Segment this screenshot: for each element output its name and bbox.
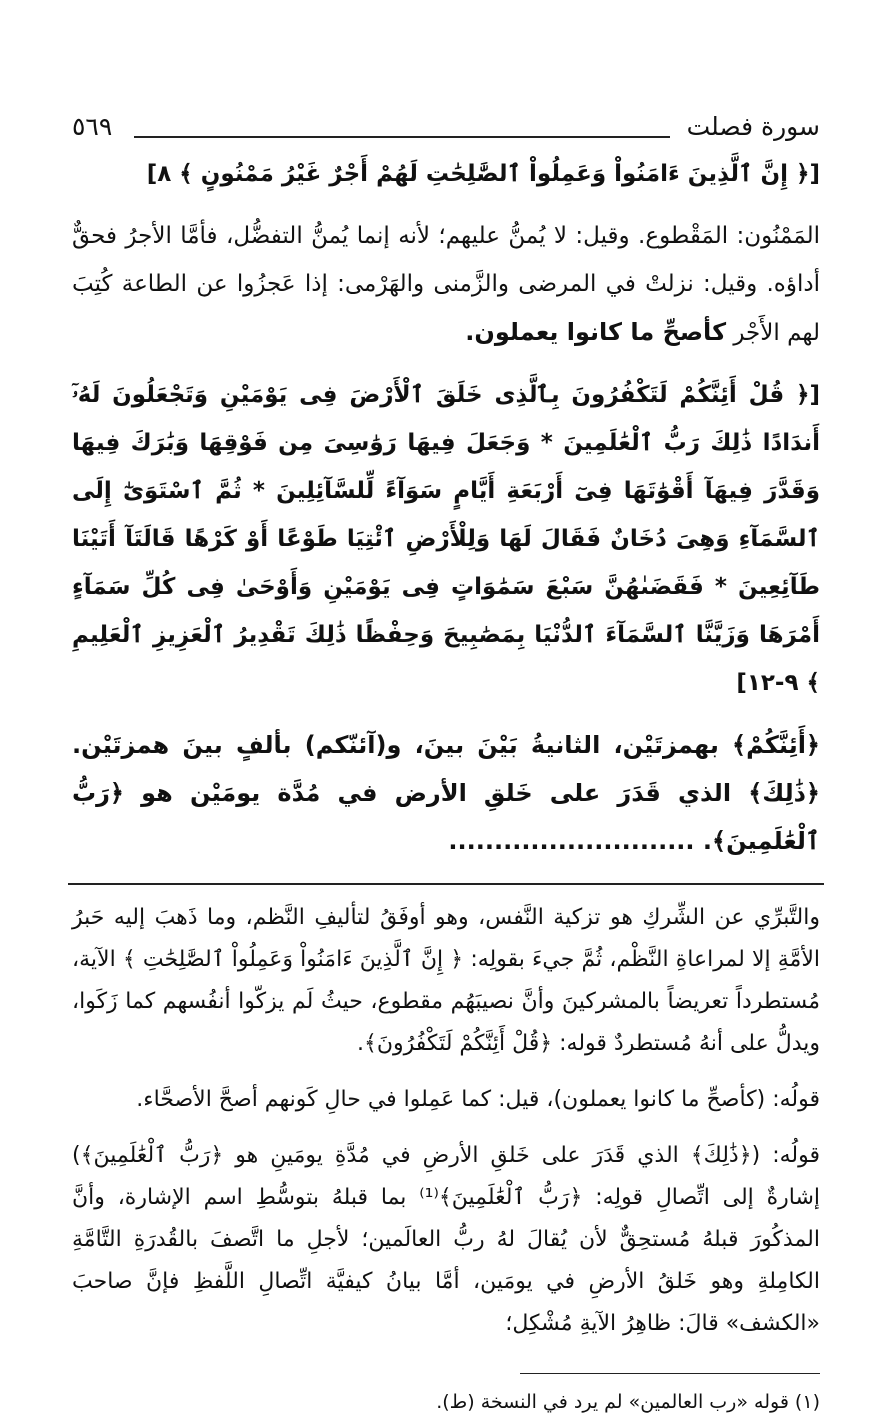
main-text (72, 150, 820, 865)
commentary (72, 897, 820, 1345)
tafsir-2b: ﴿ذَٰلِكَ﴾ الذي قَدَرَ على خَلقِ الأرض في مُدَّة يومَيْن هو ﴿رَبُّ ٱلْعَٰلَمِينَ﴾. (72, 779, 820, 855)
page-number: ٥٦٩ (72, 112, 113, 141)
commentary-paragraph-3: قولُه: (﴿ذَٰلِكَ﴾ الذي قَدَرَ على خَلقِ الأرضِ في مُدَّةِ يومَينِ هو ﴿رَبُّ ٱلْعَٰلَمِينَ﴾) إشارةٌ إلى اتِّصالِ قولِه: ﴿رَبُّ ٱلْعَٰلَمِينَ﴾⁽¹⁾ بما قبلهُ بتوسُّطِ اسم الإشارة، وأنَّ المذكُورَ قبلهُ مُستحِقٌّ لأن يُقالَ لهُ ربُّ العالَمين؛ لأجلِ ما اتَّصفَ بالقُدرَةِ التَّامَّةِ الكامِلةِ وهو خَلقُ الأرضِ في يومَين، أمَّا بيانُ كيفيَّة اتِّصالِ اللَّفظِ فإنَّ صاحبَ «الكشف» قالَ: ظاهِرُ الآيةِ مُشْكِل؛ (72, 1143, 820, 1336)
verse-8: [﴿ إِنَّ ٱلَّذِينَ ءَامَنُواْ وَعَمِلُواْ ٱلصَّٰلِحَٰتِ لَهُمْ أَجْرٌ غَيْرُ مَمْنُونٍ ﴾ ٨] (146, 161, 820, 187)
book-page (72, 110, 820, 1416)
tafsir-1-text: المَمْنُون: المَقْطوع. وقيل: لا يُمنُّ عليهم؛ لأنه إنما يُمنُّ التفضُّل، فأمَّا الأجرُ فحقٌّ أداؤه. وقيل: نزلتْ في المرضى والزَّمنى والهَرْمى: إذا عَجزُوا عن الطاعة كُتِبَ لهم الأَجْر (72, 223, 820, 346)
surah-title: سورة فصلت (686, 112, 820, 141)
tafsir-paragraph-2 (72, 721, 820, 865)
ellipsis-dots: ........................... (448, 827, 695, 855)
verses-9-12: [﴿ قُلْ أَئِنَّكُمْ لَتَكْفُرُونَ بِٱلَّذِى خَلَقَ ٱلْأَرْضَ فِى يَوْمَيْنِ وَتَجْعَلُونَ لَهُۥٓ أَندَادًا ذَٰلِكَ رَبُّ ٱلْعَٰلَمِينَ * وَجَعَلَ فِيهَا رَوَٰسِىَ مِن فَوْقِهَا وَبَٰرَكَ فِيهَا وَقَدَّرَ فِيهَآ أَقْوَٰتَهَا فِىٓ أَرْبَعَةِ أَيَّامٍ سَوَآءً لِّلسَّآئِلِينَ * ثُمَّ ٱسْتَوَىٰٓ إِلَى ٱلسَّمَآءِ وَهِىَ دُخَانٌ فَقَالَ لَهَا وَلِلْأَرْضِ ٱئْتِيَا طَوْعًا أَوْ كَرْهًا قَالَتَآ أَتَيْنَا طَآئِعِينَ * فَقَضَىٰهُنَّ سَبْعَ سَمَٰوَاتٍ فِى يَوْمَيْنِ وَأَوْحَىٰ فِى كُلِّ سَمَآءٍ أَمْرَهَا وَزَيَّنَّا ٱلسَّمَآءَ ٱلدُّنْيَا بِمَصَٰبِيحَ وَحِفْظًا ذَٰلِكَ تَقْدِيرُ ٱلْعَزِيزِ ٱلْعَلِيمِ ﴾ ٩-١٢] (72, 382, 820, 696)
tafsir-2a: ﴿أَئِنَّكُمْ﴾ بهمزتَيْن، الثانيةُ بَيْنَ بينَ، و(آئنّكم) بألفٍ بينَ همزتَيْن. (72, 731, 820, 759)
commentary-paragraph-2: قولُه: (كأصحِّ ما كانوا يعملون)، قيل: كما عَمِلوا في حالِ كَونهم أصحَّ الأصحَّاء. (136, 1087, 820, 1112)
tafsir-paragraph-1 (72, 212, 820, 357)
header-rule (134, 136, 670, 138)
page-header (72, 110, 820, 150)
footnote-rule (520, 1373, 820, 1374)
tafsir-1-bold: كأصحِّ ما كانوا يعملون. (465, 318, 727, 346)
main-separator (68, 883, 824, 885)
commentary-paragraph-1: والتَّبرِّي عن الشِّركِ هو تزكية النَّفس، وهو أوفَقُ لتأليفِ النَّظم، وما ذَهبَ إليه حَبرُ الأمَّةِ إلا لمراعاةِ النَّظْم، ثُمَّ جيءَ بقولِه: ﴿ إِنَّ ٱلَّذِينَ ءَامَنُواْ وَعَمِلُواْ ٱلصَّٰلِحَٰتِ ﴾ الآية، مُستطرداً تعريضاً بالمشركينَ وأنَّ نصيبَهُم مقطوع، حيثُ لَم يزكّوا أنفُسهم كما زَكَوا، ويدلُّ على أنهُ مُستطردٌ قوله: ﴿قُلْ أَئِنَّكُمْ لَتَكْفُرُونَ﴾. (72, 905, 820, 1056)
footnote: (١) قوله «رب العالمين» لم يرد في النسخة (ط). (436, 1391, 820, 1413)
